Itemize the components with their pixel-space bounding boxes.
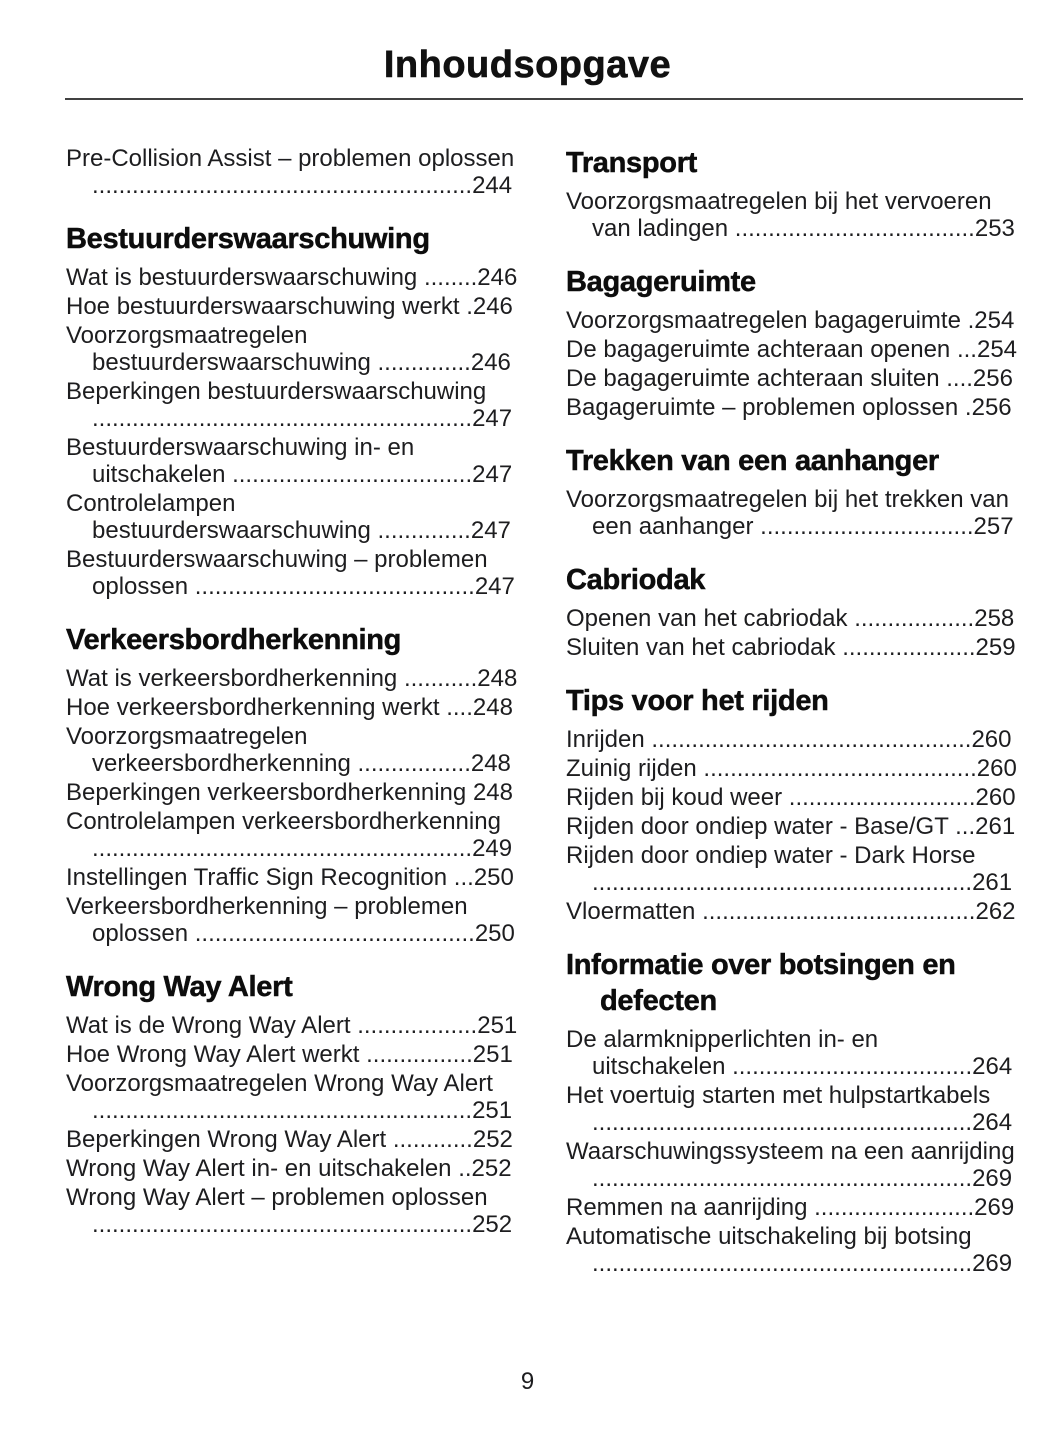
toc-section <box>566 947 1018 1277</box>
dot-leader: .... <box>946 365 973 392</box>
toc-entry-page: 269 <box>972 1165 1013 1192</box>
toc-entry-page: 250 <box>474 920 515 947</box>
toc-section <box>566 562 1018 661</box>
toc-entry <box>66 1012 518 1039</box>
toc-entry-page: 248 <box>477 665 518 692</box>
toc-entry <box>66 546 518 600</box>
dot-leader: ............ <box>392 1126 473 1153</box>
toc-entry-label: Wat is de Wrong Way Alert <box>66 1012 351 1039</box>
dot-leader: .... <box>446 694 473 721</box>
dot-leader: ................ <box>366 1041 473 1068</box>
dot-leader: ................................ <box>760 513 974 540</box>
section-heading: Transport <box>566 147 698 179</box>
toc-entry-label: Vloermatten <box>566 898 696 925</box>
page-number: 9 <box>520 1368 535 1395</box>
toc-entry-page: 249 <box>472 835 513 862</box>
toc-entry <box>66 694 518 721</box>
toc-entry-label: Inrijden <box>566 726 645 753</box>
toc-entry-page: 254 <box>976 336 1018 363</box>
toc-entry-label: Voorzorgsmaatregelen bestuurderswaarschuwing <box>66 322 371 376</box>
dot-leader: ......................................................... <box>92 1097 473 1124</box>
dot-leader: .............. <box>377 517 471 544</box>
toc-entry <box>566 1026 1018 1080</box>
toc-entry <box>66 1041 518 1068</box>
toc-entry <box>566 1223 1018 1277</box>
toc-entry-page: 261 <box>972 869 1013 896</box>
toc-entry-page: 252 <box>472 1126 513 1153</box>
toc-entry-page: 251 <box>472 1041 513 1068</box>
toc-entry <box>66 1155 518 1182</box>
toc-entry-page: 248 <box>472 779 513 806</box>
toc-entry <box>566 394 1018 421</box>
dot-leader: ......................................... <box>703 755 977 782</box>
toc-entry <box>566 188 1018 242</box>
toc-entry-page: 247 <box>474 573 515 600</box>
toc-entry-label: Waarschuwingssysteem na een aanrijding <box>566 1138 1015 1165</box>
section-heading: Trekken van een aanhanger <box>566 445 939 477</box>
toc-entry <box>566 1082 1018 1136</box>
section-heading: Wrong Way Alert <box>66 971 293 1003</box>
toc-entry-page: 260 <box>976 755 1017 782</box>
toc-entry <box>66 779 518 806</box>
toc-entry-page: 253 <box>974 215 1015 242</box>
toc-entry-label: Remmen na aanrijding <box>566 1194 808 1221</box>
toc-entry <box>566 634 1018 661</box>
toc-entry <box>566 605 1018 632</box>
toc-entry-label: Het voertuig starten met hulpstartkabels <box>566 1082 991 1109</box>
toc-entry-label: Pre-Collision Assist – problemen oplossen <box>66 145 515 172</box>
toc-column-left <box>66 145 518 1279</box>
toc-entry-label: Sluiten van het cabriodak <box>566 634 836 661</box>
toc-entry-page: 250 <box>473 864 514 891</box>
toc-section <box>566 443 1018 540</box>
toc-entry-label: Hoe bestuurderswaarschuwing werkt <box>66 293 460 320</box>
toc-entry <box>566 336 1018 363</box>
toc-entry <box>66 1126 518 1153</box>
toc-entry <box>566 726 1018 753</box>
dot-leader: ........................ <box>814 1194 975 1221</box>
toc-entry-page: 269 <box>974 1194 1015 1221</box>
toc-entry <box>66 293 518 320</box>
toc-entry <box>66 1070 518 1124</box>
toc-entry-label: Beperkingen bestuurderswaarschuwing <box>66 378 487 405</box>
dot-leader: ......................................................... <box>592 1250 973 1277</box>
toc-entry-label: Voorzorgsmaatregelen Wrong Way Alert <box>66 1070 493 1097</box>
toc-entry-page: 259 <box>975 634 1016 661</box>
toc-entry-label: De alarmknipperlichten in- en uitschakelen <box>566 1026 879 1080</box>
toc-entry-label: Wrong Way Alert – problemen oplossen <box>66 1184 488 1211</box>
toc-section <box>66 969 518 1238</box>
dot-leader: .................. <box>854 605 975 632</box>
toc-entry <box>566 1194 1018 1221</box>
toc-entry-label: Controlelampen bestuurderswaarschuwing <box>66 490 371 544</box>
toc-entry <box>66 145 518 199</box>
toc-entry-label: De bagageruimte achteraan sluiten <box>566 365 940 392</box>
dot-leader: ... <box>955 813 976 840</box>
toc-column-right <box>566 145 1018 1279</box>
dot-leader: ................................................ <box>651 726 972 753</box>
toc-entry-label: Instellingen Traffic Sign Recognition <box>66 864 448 891</box>
toc-entry-label: Bagageruimte – problemen oplossen <box>566 394 959 421</box>
toc-entry-page: 258 <box>974 605 1015 632</box>
toc-entry-label: Beperkingen Wrong Way Alert <box>66 1126 387 1153</box>
toc-section <box>566 683 1018 925</box>
toc-entry-page: 261 <box>975 813 1016 840</box>
dot-leader: .......................................... <box>194 573 475 600</box>
dot-leader: .................................... <box>232 461 473 488</box>
toc-entry-page: 264 <box>972 1053 1013 1080</box>
dot-leader: .. <box>458 1155 472 1182</box>
toc-entry <box>566 898 1018 925</box>
dot-leader: .................. <box>357 1012 478 1039</box>
dot-leader: ......................................................... <box>592 1109 973 1136</box>
toc-entry-label: Voorzorgsmaatregelen bij het vervoeren van ladingen <box>566 188 992 242</box>
dot-leader: ............................ <box>788 784 976 811</box>
toc-entry-page: 252 <box>471 1155 512 1182</box>
toc-entry <box>66 378 518 432</box>
toc-entry <box>566 842 1018 896</box>
toc-entry-page: 252 <box>472 1211 513 1238</box>
toc-entry-label: Openen van het cabriodak <box>566 605 848 632</box>
toc-section <box>66 145 518 199</box>
dot-leader: ......................................................... <box>92 172 473 199</box>
dot-leader: .................................... <box>732 1053 973 1080</box>
dot-leader: .................................... <box>734 215 975 242</box>
toc-entry-page: 257 <box>973 513 1014 540</box>
toc-entry-label: Voorzorgsmaatregelen verkeersbordherkenning <box>66 723 351 777</box>
dot-leader: ... <box>956 336 977 363</box>
toc-entry <box>66 893 518 947</box>
toc-entry <box>566 784 1018 811</box>
toc-entry <box>566 365 1018 392</box>
toc-entry-label: Bestuurderswaarschuwing in- en uitschakelen <box>66 434 415 488</box>
dot-leader: ......................................................... <box>92 1211 473 1238</box>
toc-entry-page: 248 <box>470 750 511 777</box>
section-heading: Bagageruimte <box>566 266 756 298</box>
dot-leader: ......................................................... <box>592 1165 973 1192</box>
toc-entry-label: Rijden door ondiep water - Dark Horse <box>566 842 976 869</box>
toc-entry-label: Voorzorgsmaatregelen bij het trekken van een aanhanger <box>566 486 1009 540</box>
toc-entry <box>66 434 518 488</box>
toc-entry-label: Automatische uitschakeling bij botsing <box>566 1223 972 1250</box>
toc-entry-page: 248 <box>472 694 513 721</box>
toc-entry <box>66 1184 518 1238</box>
toc-entry <box>566 307 1018 334</box>
toc-entry-label: Controlelampen verkeersbordherkenning <box>66 808 501 835</box>
dot-leader: .............. <box>377 349 471 376</box>
toc-entry <box>566 486 1018 540</box>
toc-entry-page: 244 <box>472 172 513 199</box>
toc-entry-page: 256 <box>972 365 1013 392</box>
toc-entry-label: Hoe Wrong Way Alert werkt <box>66 1041 360 1068</box>
toc-entry <box>66 864 518 891</box>
toc-entry-label: Wat is bestuurderswaarschuwing <box>66 264 418 291</box>
toc-entry <box>566 813 1018 840</box>
toc-entry-label: Wrong Way Alert in- en uitschakelen <box>66 1155 452 1182</box>
toc-entry-label: Wat is verkeersbordherkenning <box>66 665 398 692</box>
toc-entry-page: 246 <box>472 293 513 320</box>
section-heading: Cabriodak <box>566 564 706 596</box>
toc-entry-page: 247 <box>470 517 511 544</box>
section-heading: Bestuurderswaarschuwing <box>66 223 430 255</box>
dot-leader: .................... <box>842 634 976 661</box>
dot-leader: ......................................................... <box>92 835 473 862</box>
toc-entry-page: 256 <box>971 394 1012 421</box>
page-title: Inhoudsopgave <box>383 44 672 86</box>
dot-leader: ................. <box>357 750 471 777</box>
toc-section <box>566 145 1018 242</box>
dot-leader: . <box>967 307 975 334</box>
toc-entry-label: Bestuurderswaarschuwing – problemen oplossen <box>66 546 488 600</box>
section-heading: Verkeersbordherkenning <box>66 624 402 656</box>
toc-entry-label: De bagageruimte achteraan openen <box>566 336 951 363</box>
toc-entry-page: 251 <box>472 1097 513 1124</box>
toc-entry <box>566 755 1018 782</box>
toc-entry-page: 269 <box>972 1250 1013 1277</box>
toc-entry <box>66 665 518 692</box>
toc-entry-label: Voorzorgsmaatregelen bagageruimte <box>566 307 961 334</box>
toc-entry-page: 264 <box>972 1109 1013 1136</box>
toc-entry-label: Beperkingen verkeersbordherkenning <box>66 779 467 806</box>
dot-leader: ........ <box>423 264 478 291</box>
toc-section <box>566 264 1018 421</box>
toc-entry-page: 260 <box>975 784 1016 811</box>
dot-leader: ......................................... <box>702 898 976 925</box>
section-heading: Tips voor het rijden <box>566 685 829 717</box>
toc-entry-page: 262 <box>975 898 1016 925</box>
toc-entry-label: Rijden door ondiep water - Base/GT <box>566 813 949 840</box>
toc-entry-label: Zuinig rijden <box>566 755 697 782</box>
toc-section <box>66 221 518 600</box>
toc-entry <box>566 1138 1018 1192</box>
dot-leader: ......................................................... <box>592 869 973 896</box>
toc-entry-page: 254 <box>974 307 1015 334</box>
toc-entry-page: 247 <box>472 405 513 432</box>
toc-entry-label: Rijden bij koud weer <box>566 784 783 811</box>
toc-entry-page: 251 <box>477 1012 518 1039</box>
toc-entry-page: 247 <box>472 461 513 488</box>
dot-leader: . <box>466 293 473 320</box>
toc-entry-label: Verkeersbordherkenning – problemen oplossen <box>66 893 468 947</box>
toc-entry <box>66 264 518 291</box>
dot-leader: ........... <box>403 665 478 692</box>
dot-leader: ... <box>453 864 474 891</box>
toc-entry <box>66 490 518 544</box>
dot-leader: .......................................... <box>194 920 475 947</box>
toc-entry-label: Hoe verkeersbordherkenning werkt <box>66 694 440 721</box>
toc-entry-page: 246 <box>477 264 518 291</box>
dot-leader: ......................................................... <box>92 405 473 432</box>
toc-entry <box>66 322 518 376</box>
section-heading: Informatie over botsingen en defecten <box>566 949 956 1017</box>
toc-section <box>66 622 518 947</box>
toc-entry <box>66 723 518 777</box>
dot-leader: . <box>964 394 972 421</box>
toc-entry <box>66 808 518 862</box>
toc-body <box>0 100 1055 1279</box>
toc-entry-page: 260 <box>971 726 1012 753</box>
toc-entry-page: 246 <box>470 349 511 376</box>
